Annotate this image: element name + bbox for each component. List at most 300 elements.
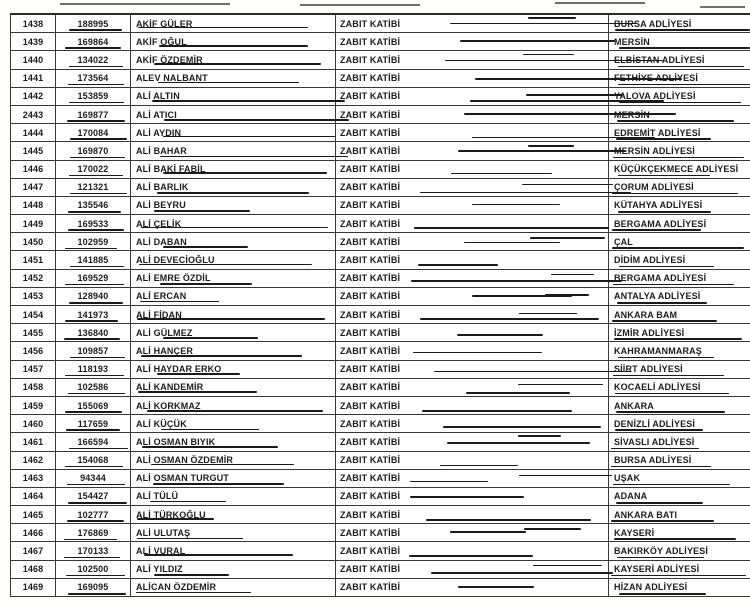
cell-text-name: ALİ OSMAN ÖZDEMİR <box>136 455 234 466</box>
court-cell <box>608 33 750 50</box>
cell-text-court: DİDİM ADLİYESİ <box>614 255 686 266</box>
scan-line <box>68 229 124 230</box>
cell-text-sicil: 102500 <box>77 564 109 575</box>
cell-text-name: ALİ ULUTAŞ <box>136 527 191 538</box>
cell-text-court: ANKARA <box>614 400 654 411</box>
court-cell <box>608 306 750 323</box>
cell-text-title: ZABIT KATİBİ <box>340 164 401 175</box>
cell-text-name: ALİ OSMAN BIYIK <box>136 436 216 447</box>
cell-text-no: 2443 <box>22 109 44 120</box>
scan-line <box>611 520 714 522</box>
cell-text-title: ZABIT KATİBİ <box>340 436 401 447</box>
cell-text-name: ALİ ALTIN <box>136 91 180 102</box>
scan-line <box>617 302 707 304</box>
table-row <box>10 488 750 506</box>
cell-text-title: ZABIT KATİBİ <box>340 418 401 429</box>
job-title-cell <box>335 33 608 50</box>
registry-number-cell <box>55 142 130 159</box>
person-name-cell <box>130 542 335 559</box>
registry-number-cell <box>55 15 130 32</box>
cell-text-name: ALİ ÇELİK <box>136 218 182 229</box>
scan-line <box>64 557 120 558</box>
cell-text-sicil: 170133 <box>77 546 109 557</box>
scan-line <box>618 175 709 177</box>
scan-line <box>411 280 623 282</box>
scan-line <box>414 227 609 229</box>
person-name-cell <box>130 361 335 378</box>
scan-line <box>413 352 542 354</box>
table-row <box>10 379 750 397</box>
cell-text-title: ZABIT KATİBİ <box>340 54 401 65</box>
scan-line <box>69 175 123 176</box>
job-title-cell <box>335 270 608 287</box>
cell-text-no: 1460 <box>22 418 44 429</box>
court-cell <box>608 470 750 487</box>
scan-line <box>160 156 349 158</box>
cell-text-sicil: 136840 <box>77 327 109 338</box>
cell-text-court: KAYSERİ <box>614 527 655 538</box>
cell-text-name: ALİ BAHAR <box>136 145 187 156</box>
table-row <box>10 506 750 524</box>
row-number-cell <box>10 70 55 87</box>
job-title-cell <box>335 124 608 141</box>
registry-number-cell <box>55 342 130 359</box>
job-title-cell <box>335 233 608 250</box>
scan-line <box>523 54 573 55</box>
cell-text-name: ALİ ERCAN <box>136 291 187 302</box>
scan-line <box>418 264 498 266</box>
scan-line <box>458 586 534 588</box>
cell-text-sicil: 109857 <box>77 345 109 356</box>
scan-line <box>70 357 125 358</box>
cell-text-sicil: 141973 <box>77 309 109 320</box>
person-name-cell <box>130 179 335 196</box>
scan-line <box>618 357 714 359</box>
scan-line <box>137 538 243 540</box>
registry-number-cell <box>55 452 130 469</box>
registry-number-cell <box>55 124 130 141</box>
scan-line <box>443 426 601 428</box>
scan-line <box>613 484 730 486</box>
cell-text-sicil: 170084 <box>77 127 109 138</box>
person-name-cell <box>130 251 335 268</box>
row-number-cell <box>10 106 55 123</box>
cell-text-no: 1461 <box>22 436 44 447</box>
cell-text-court: ÇAL <box>614 236 633 247</box>
cell-text-no: 1454 <box>22 309 44 320</box>
person-name-cell <box>130 197 335 214</box>
cell-text-no: 1455 <box>22 327 44 338</box>
cell-text-court: FETHİYE ADLİYESİ <box>614 73 699 84</box>
table-row <box>10 15 750 33</box>
scan-line <box>426 519 591 521</box>
scan-line <box>422 410 572 412</box>
scan-line <box>70 193 127 194</box>
cell-text-court: KAYSERİ ADLİYESİ <box>614 564 700 575</box>
registry-number-cell <box>55 397 130 414</box>
cell-text-name: ALİ BARLIK <box>136 182 189 193</box>
cell-text-sicil: 121321 <box>77 182 109 193</box>
scan-line <box>464 242 560 244</box>
job-title-cell <box>335 106 608 123</box>
cell-text-sicil: 173564 <box>77 73 109 84</box>
table-row <box>10 433 750 451</box>
cell-text-name: ALİ BEYRU <box>136 200 186 211</box>
scan-line <box>612 229 700 231</box>
cell-text-title: ZABIT KATİBİ <box>340 218 401 229</box>
row-number-cell <box>10 361 55 378</box>
registry-number-cell <box>55 51 130 68</box>
scan-line <box>65 47 122 48</box>
cell-text-no: 1464 <box>22 491 44 502</box>
job-title-cell <box>335 70 608 87</box>
cell-text-name: ALİ OSMAN TURGUT <box>136 473 229 484</box>
row-number-cell <box>10 15 55 32</box>
scan-line <box>519 475 612 476</box>
cell-text-name: ALİCAN ÖZDEMİR <box>136 582 217 593</box>
scan-line <box>612 320 717 322</box>
scan-line <box>528 17 575 18</box>
scan-line <box>410 481 489 483</box>
cell-text-title: ZABIT KATİBİ <box>340 455 401 466</box>
scan-line <box>70 138 127 139</box>
table-row <box>10 88 750 106</box>
registry-number-cell <box>55 506 130 523</box>
job-title-cell <box>335 470 608 487</box>
cell-text-court: KAHRAMANMARAŞ <box>614 345 702 356</box>
cell-text-no: 1441 <box>22 73 44 84</box>
registry-number-cell <box>55 179 130 196</box>
cell-text-no: 1442 <box>22 91 44 102</box>
scan-line <box>68 84 124 85</box>
row-number-cell <box>10 561 55 578</box>
table-row <box>10 233 750 251</box>
cell-text-sicil: 94344 <box>80 473 106 484</box>
person-name-cell <box>130 488 335 505</box>
cell-text-no: 1452 <box>22 273 44 284</box>
cell-text-sicil: 141885 <box>77 255 109 266</box>
person-name-cell <box>130 288 335 305</box>
scan-line <box>526 94 623 95</box>
court-cell <box>608 233 750 250</box>
cell-text-court: MERSİN <box>614 36 650 47</box>
scan-line <box>611 448 699 450</box>
cell-text-sicil: 170022 <box>77 164 109 175</box>
cell-text-court: KÜTAHYA ADLİYESİ <box>614 200 703 211</box>
cell-text-court: ELBİSTAN ADLİYESİ <box>614 54 705 65</box>
job-title-cell <box>335 506 608 523</box>
row-number-cell <box>10 288 55 305</box>
table-row <box>10 270 750 288</box>
scan-line <box>451 173 552 175</box>
row-number-cell <box>10 524 55 541</box>
cell-text-court: MERSİN ADLİYESİ <box>614 145 695 156</box>
cell-text-title: ZABIT KATİBİ <box>340 491 401 502</box>
row-number-cell <box>10 579 55 596</box>
cell-text-sicil: 154068 <box>77 455 109 466</box>
registry-number-cell <box>55 361 130 378</box>
scan-line <box>545 294 588 295</box>
personnel-table <box>10 13 750 597</box>
cell-text-court: BERGAMA ADLİYESİ <box>614 218 707 229</box>
table-row <box>10 142 750 160</box>
registry-number-cell <box>55 524 130 541</box>
row-number-cell <box>10 397 55 414</box>
cell-text-name: AKİF ÖZDEMİR <box>136 54 203 65</box>
cell-text-sicil: 118193 <box>77 364 109 375</box>
cell-text-court: ANTALYA ADLİYESİ <box>614 291 701 302</box>
person-name-cell <box>130 106 335 123</box>
scan-line <box>612 193 739 195</box>
job-title-cell <box>335 524 608 541</box>
job-title-cell <box>335 342 608 359</box>
cell-text-court: SİİRT ADLİYESİ <box>614 364 683 375</box>
scan-line <box>615 393 729 395</box>
person-name-cell <box>130 561 335 578</box>
person-name-cell <box>130 379 335 396</box>
cell-text-title: ZABIT KATİBİ <box>340 364 401 375</box>
cell-text-name: ALİ DABAN <box>136 236 187 247</box>
registry-number-cell <box>55 324 130 341</box>
scan-line <box>66 575 125 576</box>
scan-line <box>67 484 125 485</box>
row-number-cell <box>10 542 55 559</box>
job-title-cell <box>335 215 608 232</box>
court-cell <box>608 488 750 505</box>
scan-line <box>65 466 122 467</box>
job-title-cell <box>335 361 608 378</box>
job-title-cell <box>335 197 608 214</box>
row-number-cell <box>10 233 55 250</box>
row-number-cell <box>10 342 55 359</box>
cell-text-court: DENİZLİ ADLİYESİ <box>614 418 696 429</box>
job-title-cell <box>335 397 608 414</box>
scan-line <box>522 184 613 185</box>
scan-line <box>154 210 250 212</box>
registry-number-cell <box>55 542 130 559</box>
person-name-cell <box>130 51 335 68</box>
person-name-cell <box>130 470 335 487</box>
cell-text-sicil: 169877 <box>77 109 109 120</box>
cell-text-court: YALOVA ADLİYESİ <box>614 91 696 102</box>
table-row <box>10 342 750 360</box>
cell-text-name: ALİ KORKMAZ <box>136 400 201 411</box>
row-number-cell <box>10 215 55 232</box>
cell-text-title: ZABIT KATİBİ <box>340 36 401 47</box>
scan-line <box>519 313 576 314</box>
scan-line <box>611 575 745 577</box>
scan-line <box>68 393 124 394</box>
scan-line <box>65 248 117 249</box>
scan-line <box>67 120 125 121</box>
scan-line <box>619 47 750 49</box>
scan-line <box>409 555 533 557</box>
scan-line <box>457 334 543 336</box>
scan-line <box>615 429 703 431</box>
cell-text-court: BURSA ADLİYESİ <box>614 455 692 466</box>
scan-line <box>69 102 125 103</box>
registry-number-cell <box>55 251 130 268</box>
person-name-cell <box>130 88 335 105</box>
cell-text-no: 1465 <box>22 509 44 520</box>
table-row <box>10 361 750 379</box>
cell-text-title: ZABIT KATİBİ <box>340 309 401 320</box>
cell-text-name: AKİF OĞUL <box>136 36 187 47</box>
job-title-cell <box>335 324 608 341</box>
cell-text-name: ALİ VURAL <box>136 546 186 557</box>
scan-line <box>518 435 561 436</box>
cell-text-sicil: 169095 <box>77 582 109 593</box>
registry-number-cell <box>55 197 130 214</box>
cell-text-court: SİVASLI ADLİYESİ <box>614 436 695 447</box>
cell-text-title: ZABIT KATİBİ <box>340 236 401 247</box>
cell-text-sicil: 134022 <box>77 54 109 65</box>
scan-line <box>68 593 126 594</box>
table-row <box>10 70 750 88</box>
scan-line <box>551 274 594 275</box>
court-cell <box>608 452 750 469</box>
cell-text-name: ALİ EMRE ÖZDİL <box>136 273 211 284</box>
job-title-cell <box>335 433 608 450</box>
cell-text-court: KÜÇÜKÇEKMECE ADLİYESİ <box>614 164 739 175</box>
cell-text-title: ZABIT KATİBİ <box>340 564 401 575</box>
scan-line <box>67 520 124 521</box>
person-name-cell <box>130 397 335 414</box>
court-cell <box>608 415 750 432</box>
cell-text-name: ALİ TÜLÜ <box>136 491 179 502</box>
job-title-cell <box>335 142 608 159</box>
cell-text-court: BURSA ADLİYESİ <box>614 18 692 29</box>
cell-text-court: BAKIRKÖY ADLİYESİ <box>614 546 709 557</box>
job-title-cell <box>335 15 608 32</box>
registry-number-cell <box>55 233 130 250</box>
cell-text-no: 1440 <box>22 54 44 65</box>
scan-line <box>147 410 323 412</box>
table-row <box>10 452 750 470</box>
scan-line <box>70 157 126 158</box>
cell-text-name: ALİ GÜLMEZ <box>136 327 193 338</box>
scan-line <box>160 283 252 285</box>
cell-text-no: 1447 <box>22 182 44 193</box>
cell-text-title: ZABIT KATİBİ <box>340 509 401 520</box>
court-cell <box>608 524 750 541</box>
cell-text-no: 1438 <box>22 18 44 29</box>
scan-line <box>615 29 749 31</box>
row-number-cell <box>10 379 55 396</box>
scan-line <box>613 157 745 159</box>
court-cell <box>608 251 750 268</box>
cell-text-name: ALİ HANÇER <box>136 345 193 356</box>
job-title-cell <box>335 542 608 559</box>
cell-text-title: ZABIT KATİBİ <box>340 255 401 266</box>
scan-line <box>619 266 714 268</box>
scan-line <box>68 502 127 503</box>
cell-text-name: ALİ KÜÇÜK <box>136 418 187 429</box>
scan-line <box>530 237 605 238</box>
cell-text-name: AKİF GÜLER <box>136 18 193 29</box>
row-number-cell <box>10 324 55 341</box>
cell-text-title: ZABIT KATİBİ <box>340 145 401 156</box>
person-name-cell <box>130 33 335 50</box>
cell-text-sicil: 102586 <box>77 382 109 393</box>
cell-text-name: ALİ DEVECİOĞLU <box>136 255 215 266</box>
cell-text-sicil: 169870 <box>77 145 109 156</box>
court-cell <box>608 15 750 32</box>
registry-number-cell <box>55 270 130 287</box>
table-row <box>10 542 750 560</box>
registry-number-cell <box>55 70 130 87</box>
cell-text-sicil: 117659 <box>77 418 109 429</box>
cell-text-court: ANKARA BAM <box>614 309 678 320</box>
scan-line <box>616 502 703 504</box>
table-row <box>10 397 750 415</box>
cell-text-title: ZABIT KATİBİ <box>340 582 401 593</box>
job-title-cell <box>335 488 608 505</box>
table-row <box>10 324 750 342</box>
cell-text-sicil: 128940 <box>77 291 109 302</box>
cell-text-sicil: 154427 <box>77 491 109 502</box>
table-row <box>10 251 750 269</box>
cell-text-name: ALİ KANDEMİR <box>136 382 204 393</box>
person-name-cell <box>130 324 335 341</box>
cell-text-court: ÇORUM ADLİYESİ <box>614 182 694 193</box>
person-name-cell <box>130 215 335 232</box>
registry-number-cell <box>55 579 130 596</box>
scan-line <box>460 40 614 42</box>
cell-text-no: 1462 <box>22 455 44 466</box>
cell-text-title: ZABIT KATİBİ <box>340 546 401 557</box>
table-row <box>10 51 750 69</box>
row-number-cell <box>10 415 55 432</box>
row-number-cell <box>10 51 55 68</box>
scan-line <box>618 211 712 213</box>
scan-line <box>434 371 632 373</box>
table-row <box>10 561 750 579</box>
cell-text-no: 1467 <box>22 546 44 557</box>
table-row <box>10 106 750 124</box>
job-title-cell <box>335 452 608 469</box>
table-row <box>10 470 750 488</box>
person-name-cell <box>130 270 335 287</box>
cell-text-no: 1445 <box>22 145 44 156</box>
cell-text-name: ALİ TÜRKOĞLU <box>136 509 206 520</box>
court-cell <box>608 324 750 341</box>
row-number-cell <box>10 179 55 196</box>
cell-text-title: ZABIT KATİBİ <box>340 91 401 102</box>
cell-text-no: 1449 <box>22 218 44 229</box>
cell-text-no: 1468 <box>22 564 44 575</box>
row-number-cell <box>10 470 55 487</box>
registry-number-cell <box>55 288 130 305</box>
scan-line <box>64 338 120 339</box>
table-row <box>10 197 750 215</box>
court-cell <box>608 561 750 578</box>
row-number-cell <box>10 488 55 505</box>
scan-line <box>618 66 744 68</box>
court-cell <box>608 70 750 87</box>
cell-text-title: ZABIT KATİBİ <box>340 527 401 538</box>
scan-line <box>466 392 570 394</box>
court-cell <box>608 342 750 359</box>
cell-text-name: ALİ AYDIN <box>136 127 182 138</box>
person-name-cell <box>130 142 335 159</box>
scan-line <box>447 442 590 444</box>
row-number-cell <box>10 161 55 178</box>
cell-text-sicil: 188995 <box>77 18 109 29</box>
cell-text-title: ZABIT KATİBİ <box>340 73 401 84</box>
scan-line <box>619 593 707 595</box>
job-title-cell <box>335 415 608 432</box>
